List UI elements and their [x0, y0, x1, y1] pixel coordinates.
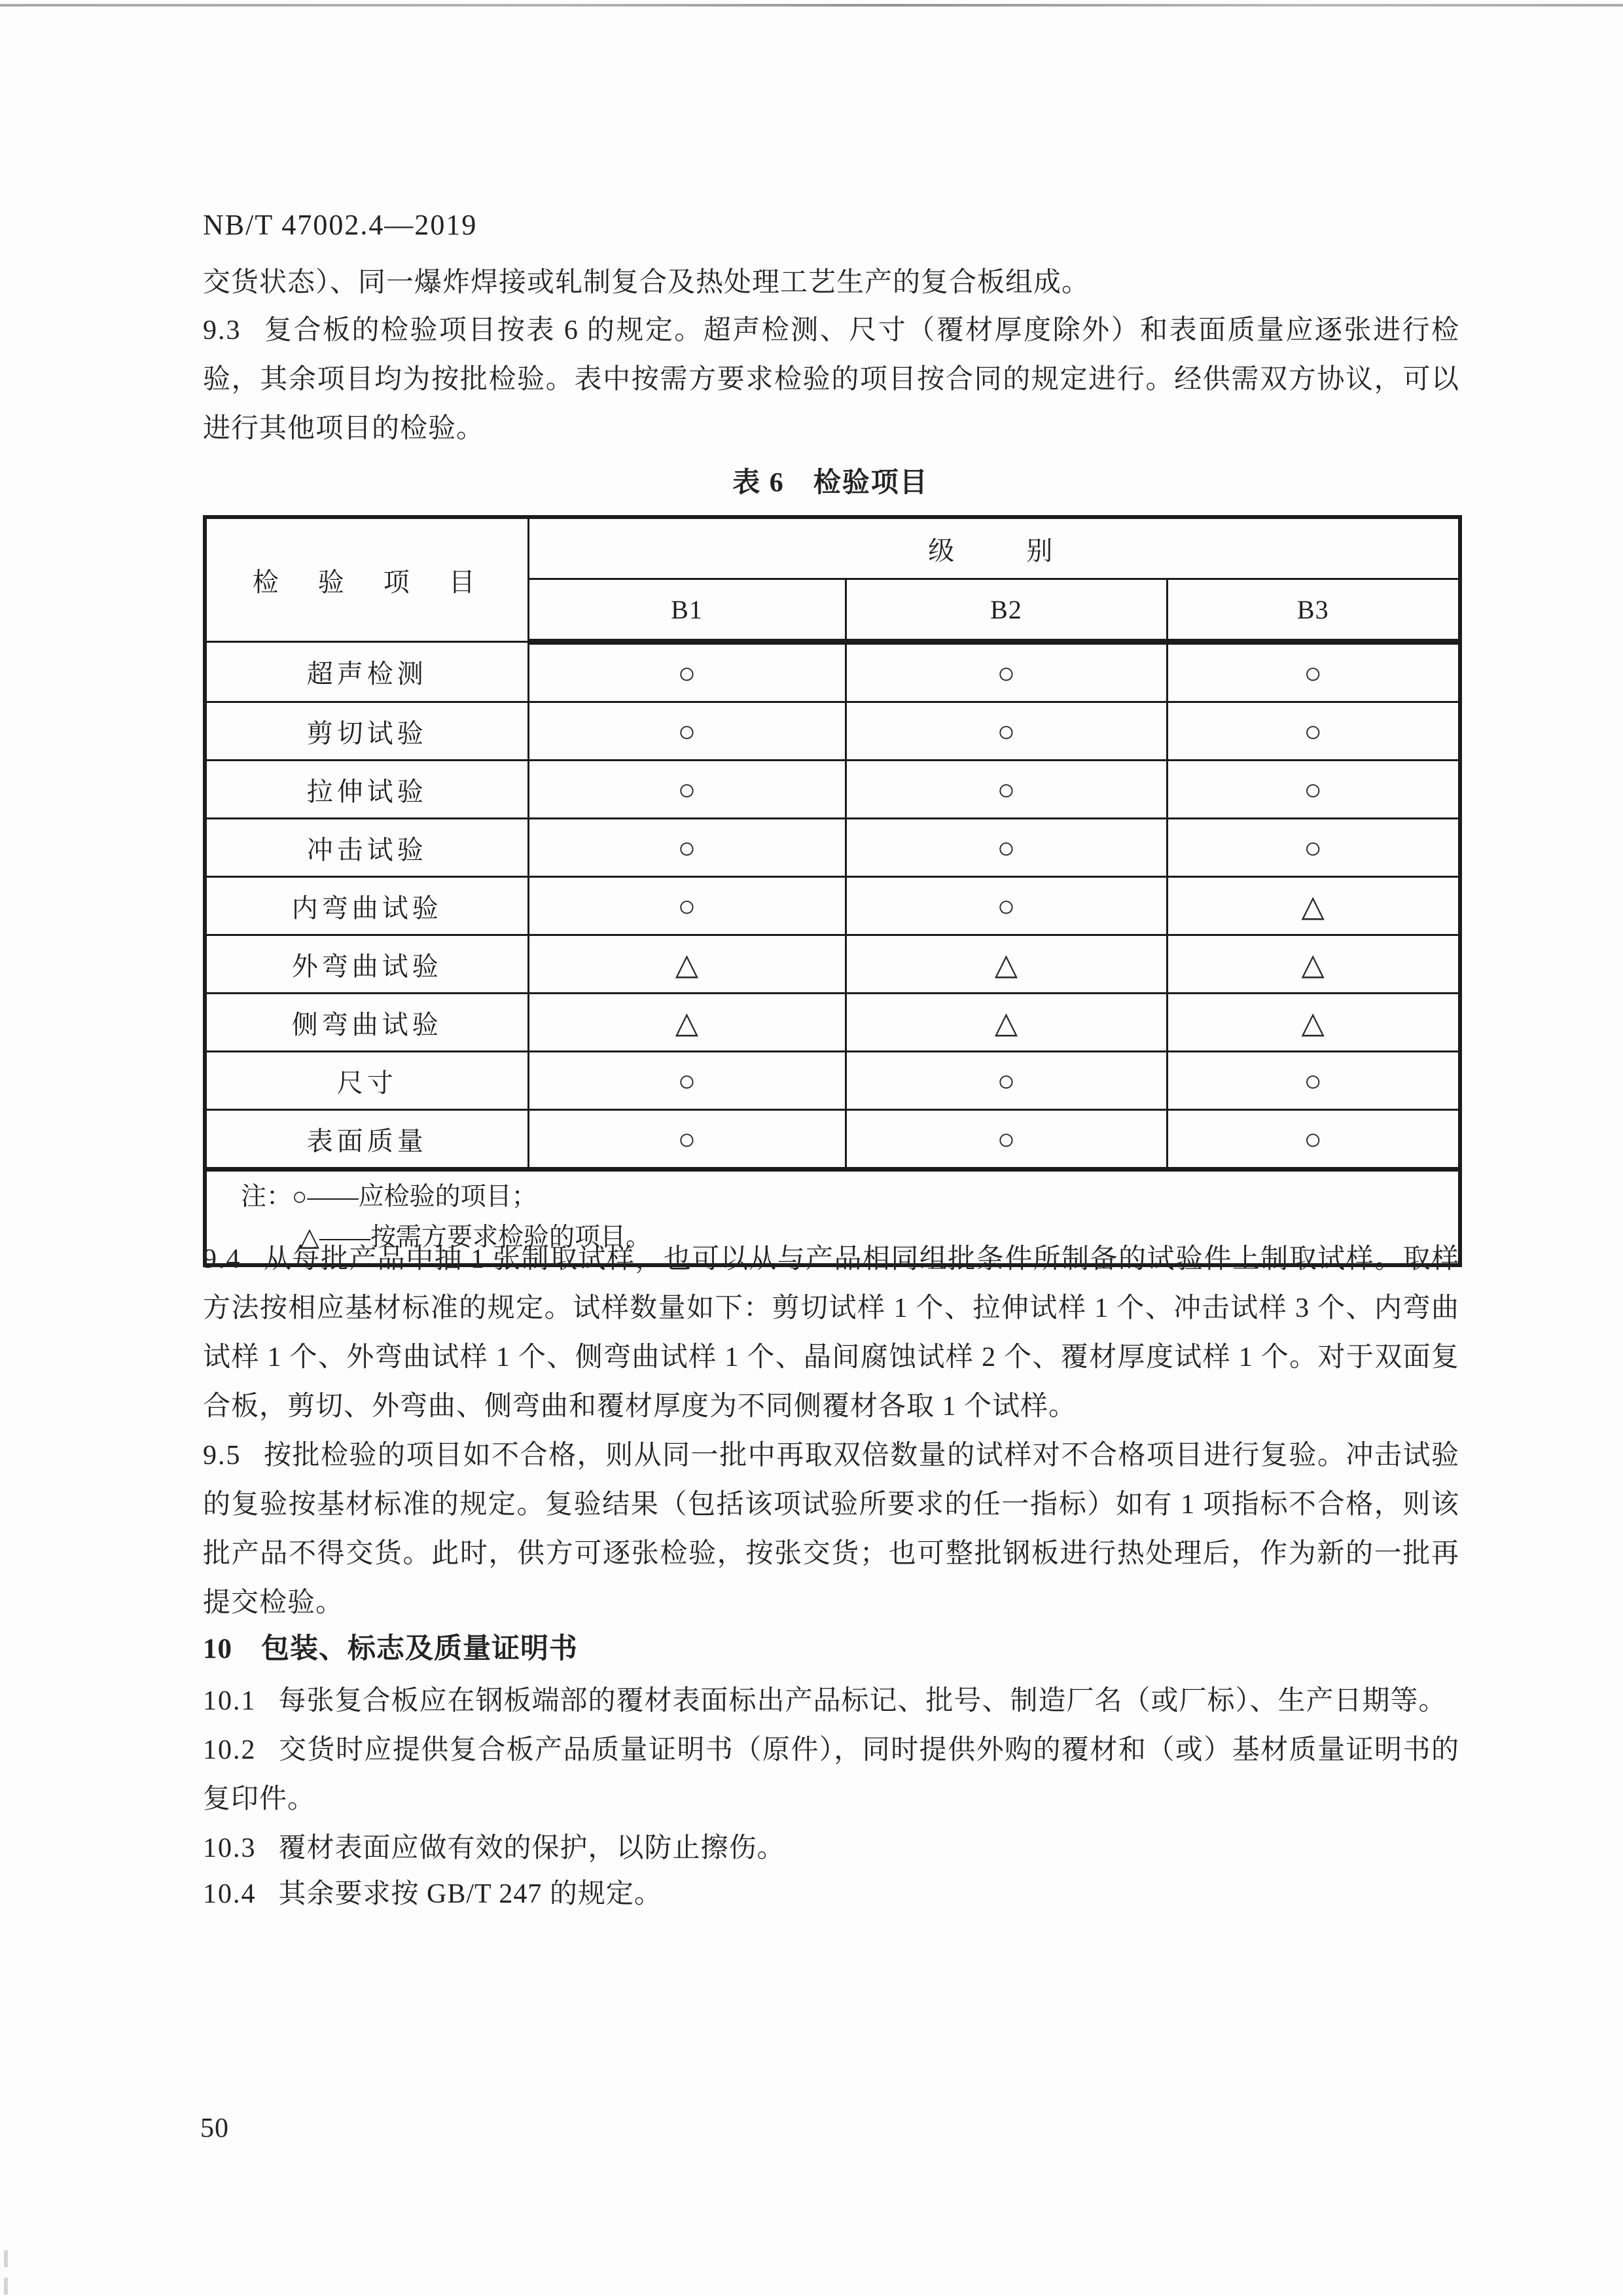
- column-header-grade-b3: B3: [1167, 579, 1460, 642]
- grade-mark-b1: △: [528, 935, 846, 994]
- section-number: 10.3: [203, 1833, 257, 1863]
- grade-mark-b2: ○: [846, 1110, 1167, 1170]
- grade-mark-b1: ○: [528, 642, 846, 702]
- section-9-3-paragraph: [203, 306, 1459, 454]
- inspection-item-label: 拉伸试验: [205, 761, 528, 819]
- grade-mark-b3: △: [1167, 877, 1460, 935]
- section-10-2-paragraph: [203, 1726, 1459, 1824]
- grade-mark-b1: ○: [528, 819, 846, 877]
- grade-mark-b3: ○: [1167, 1110, 1460, 1170]
- grade-mark-b2: ○: [846, 819, 1167, 877]
- note-text-circle: ○——应检验的项目；: [292, 1183, 537, 1211]
- table-row: [205, 1052, 1460, 1110]
- inspection-item-label: 内弯曲试验: [205, 877, 528, 935]
- table-row: [205, 1110, 1460, 1170]
- grade-mark-b3: ○: [1167, 761, 1460, 819]
- inspection-item-label: 尺寸: [205, 1052, 528, 1110]
- section-number: 10.1: [203, 1686, 257, 1716]
- table-header-row-grade: [205, 517, 1460, 579]
- grade-mark-b1: △: [528, 994, 846, 1052]
- section-10-4-paragraph: [203, 1870, 1459, 1919]
- column-header-inspection-item: 检 验 项 目: [205, 517, 528, 642]
- grade-mark-b3: ○: [1167, 819, 1460, 877]
- section-10-heading: [203, 1628, 1459, 1671]
- grade-mark-b1: ○: [528, 877, 846, 935]
- scan-artifact-edge-mark: [4, 2278, 8, 2295]
- inspection-item-label: 表面质量: [205, 1110, 528, 1170]
- section-text: 从每批产品中抽 1 张制取试样，也可以从与产品相同组批条件所制备的试验件上制取试样。取样方法按相应基材标准的规定。试样数量如下：剪切试样 1 个、拉伸试样 1 个、冲击试样 3 个、内弯曲试样 1 个、外弯曲试样 1 个、侧弯曲试样 1 个、晶间腐蚀试样 2 个、覆材厚度试样 1 个。对于双面复合板，剪切、外弯曲、侧弯曲和覆材厚度为不同侧覆材各取 1 个试样。: [203, 1244, 1459, 1422]
- inspection-item-label: 超声检测: [205, 642, 528, 702]
- section-number: 9.3: [203, 315, 241, 346]
- table-note-line-1: [207, 1177, 1458, 1217]
- section-9-4-paragraph: [203, 1235, 1459, 1431]
- section-text: 其余要求按 GB/T 247 的规定。: [278, 1879, 662, 1909]
- table-row: [205, 819, 1460, 877]
- grade-mark-b3: ○: [1167, 702, 1460, 761]
- section-text: 每张复合板应在钢板端部的覆材表面标出产品标记、批号、制造厂名（或厂标）、生产日期等。: [278, 1686, 1447, 1716]
- grade-mark-b1: ○: [528, 1052, 846, 1110]
- inspection-item-label: 冲击试验: [205, 819, 528, 877]
- section-number: 10.2: [203, 1735, 257, 1765]
- note-label: 注：: [241, 1183, 293, 1211]
- paragraph-intro-continuation: 交货状态）、同一爆炸焊接或轧制复合及热处理工艺生产的复合板组成。: [203, 268, 1090, 298]
- grade-mark-b3: ○: [1167, 642, 1460, 702]
- page-number: 50: [200, 2113, 229, 2144]
- table-6-title: 表 6 检验项目: [732, 468, 929, 498]
- section-number: 10: [203, 1634, 232, 1664]
- inspection-item-label: 外弯曲试验: [205, 935, 528, 994]
- grade-mark-b2: ○: [846, 877, 1167, 935]
- section-number: 9.4: [203, 1244, 241, 1274]
- note-text-triangle: △——按需方要求检验的项目。: [300, 1223, 651, 1251]
- section-text: 交货时应提供复合板产品质量证明书（原件），同时提供外购的覆材和（或）基材质量证明书的复印件。: [203, 1735, 1459, 1814]
- inspection-item-label: 剪切试验: [205, 702, 528, 761]
- scan-artifact-edge-mark: [4, 2250, 8, 2267]
- table-row: [205, 761, 1460, 819]
- table-row: [205, 702, 1460, 761]
- column-header-grade-b2: B2: [846, 579, 1167, 642]
- table-6-inspection-items: [203, 515, 1462, 1267]
- grade-mark-b2: ○: [846, 761, 1167, 819]
- grade-mark-b1: ○: [528, 761, 846, 819]
- grade-mark-b2: ○: [846, 642, 1167, 702]
- table-row: [205, 642, 1460, 702]
- section-text: 复合板的检验项目按表 6 的规定。超声检测、尺寸（覆材厚度除外）和表面质量应逐张进行检验，其余项目均为按批检验。表中按需方要求检验的项目按合同的规定进行。经供需双方协议，可以进行其他项目的检验。: [203, 315, 1459, 444]
- section-text: 按批检验的项目如不合格，则从同一批中再取双倍数量的试样对不合格项目进行复验。冲击试验的复验按基材标准的规定。复验结果（包括该项试验所要求的任一指标）如有 1 项指标不合格，则该批产品不得交货。此时，供方可逐张检验，按张交货；也可整批钢板进行热处理后，作为新的一批再提交检验。: [203, 1441, 1459, 1618]
- table-row: [205, 994, 1460, 1052]
- inspection-item-label: 侧弯曲试验: [205, 994, 528, 1052]
- running-header: NB/T 47002.4—2019: [203, 209, 478, 241]
- section-number: 10.4: [203, 1879, 257, 1909]
- grade-mark-b1: ○: [528, 1110, 846, 1170]
- grade-mark-b1: ○: [528, 702, 846, 761]
- section-10-1-paragraph: [203, 1677, 1459, 1726]
- section-9-5-paragraph: [203, 1431, 1459, 1628]
- column-header-grade-b1: B1: [528, 579, 846, 642]
- section-title: 包装、标志及质量证明书: [261, 1634, 578, 1664]
- grade-mark-b3: ○: [1167, 1052, 1460, 1110]
- column-header-grade: 级 别: [528, 517, 1460, 579]
- section-text: 覆材表面应做有效的保护，以防止擦伤。: [278, 1833, 785, 1863]
- grade-mark-b2: ○: [846, 702, 1167, 761]
- grade-mark-b2: △: [846, 994, 1167, 1052]
- grade-mark-b2: △: [846, 935, 1167, 994]
- scan-artifact-top-line: [0, 4, 1623, 7]
- table-row: [205, 877, 1460, 935]
- section-10-3-paragraph: [203, 1824, 1459, 1873]
- grade-mark-b2: ○: [846, 1052, 1167, 1110]
- table-row: [205, 935, 1460, 994]
- grade-mark-b3: △: [1167, 994, 1460, 1052]
- section-number: 9.5: [203, 1441, 241, 1471]
- grade-mark-b3: △: [1167, 935, 1460, 994]
